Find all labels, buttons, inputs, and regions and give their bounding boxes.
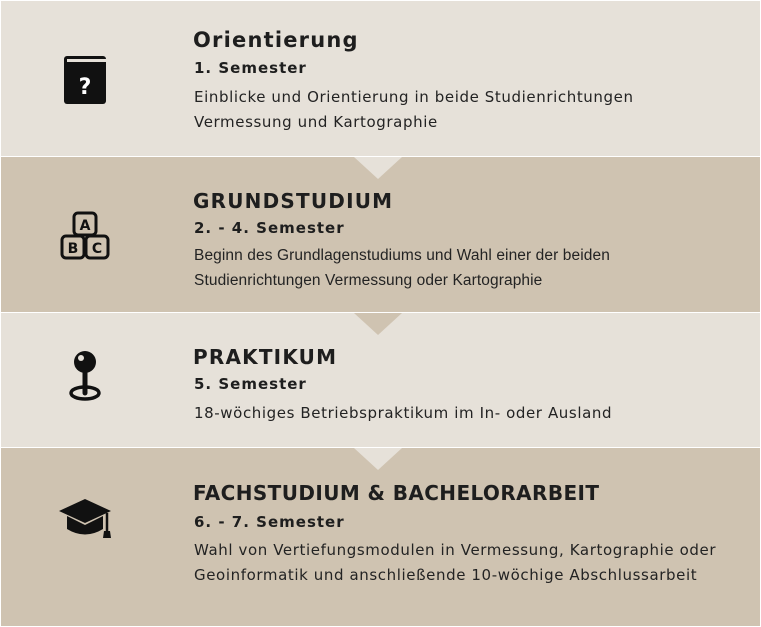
step-praktikum xyxy=(1,313,760,447)
block-letter-a: A xyxy=(79,218,91,234)
svg-text:?: ? xyxy=(78,75,92,100)
step-grundstudium xyxy=(1,157,760,312)
step-semester: 5. Semester xyxy=(194,375,307,393)
step-description: Beginn des Grundlagenstudiums und Wahl einer der beiden Studienrichtungen Vermessung oder Kartographie xyxy=(194,247,610,289)
step-connector-arrow xyxy=(354,157,402,179)
step-fachstudium-bachelorarbeit xyxy=(1,448,760,626)
step-semester: 6. - 7. Semester xyxy=(194,513,345,531)
block-letter-c: C xyxy=(91,241,103,257)
step-title: PRAKTIKUM xyxy=(193,345,338,369)
step-description: Wahl von Vertiefungsmodulen in Vermessung, Kartographie oder Geoinformatik und anschließende 10-wöchige Abschlussarbeit xyxy=(194,541,717,584)
step-title: GRUNDSTUDIUM xyxy=(193,189,394,213)
book-question-icon xyxy=(55,49,115,109)
step-description: 18-wöchiges Betriebspraktikum im In- oder Ausland xyxy=(194,404,613,422)
map-pin-icon xyxy=(55,346,115,406)
step-connector-arrow xyxy=(354,448,402,470)
step-description: Einblicke und Orientierung in beide Studienrichtungen Vermessung und Kartographie xyxy=(194,88,634,131)
step-title: Orientierung xyxy=(193,28,359,52)
step-orientierung xyxy=(1,1,760,156)
step-title: FACHSTUDIUM & BACHELORARBEIT xyxy=(193,481,600,505)
block-letter-b: B xyxy=(67,241,79,257)
step-semester: 1. Semester xyxy=(194,59,307,77)
graduation-cap-icon xyxy=(55,493,115,553)
step-semester: 2. - 4. Semester xyxy=(194,219,345,237)
abc-blocks-icon xyxy=(55,205,115,265)
step-connector-arrow xyxy=(354,313,402,335)
